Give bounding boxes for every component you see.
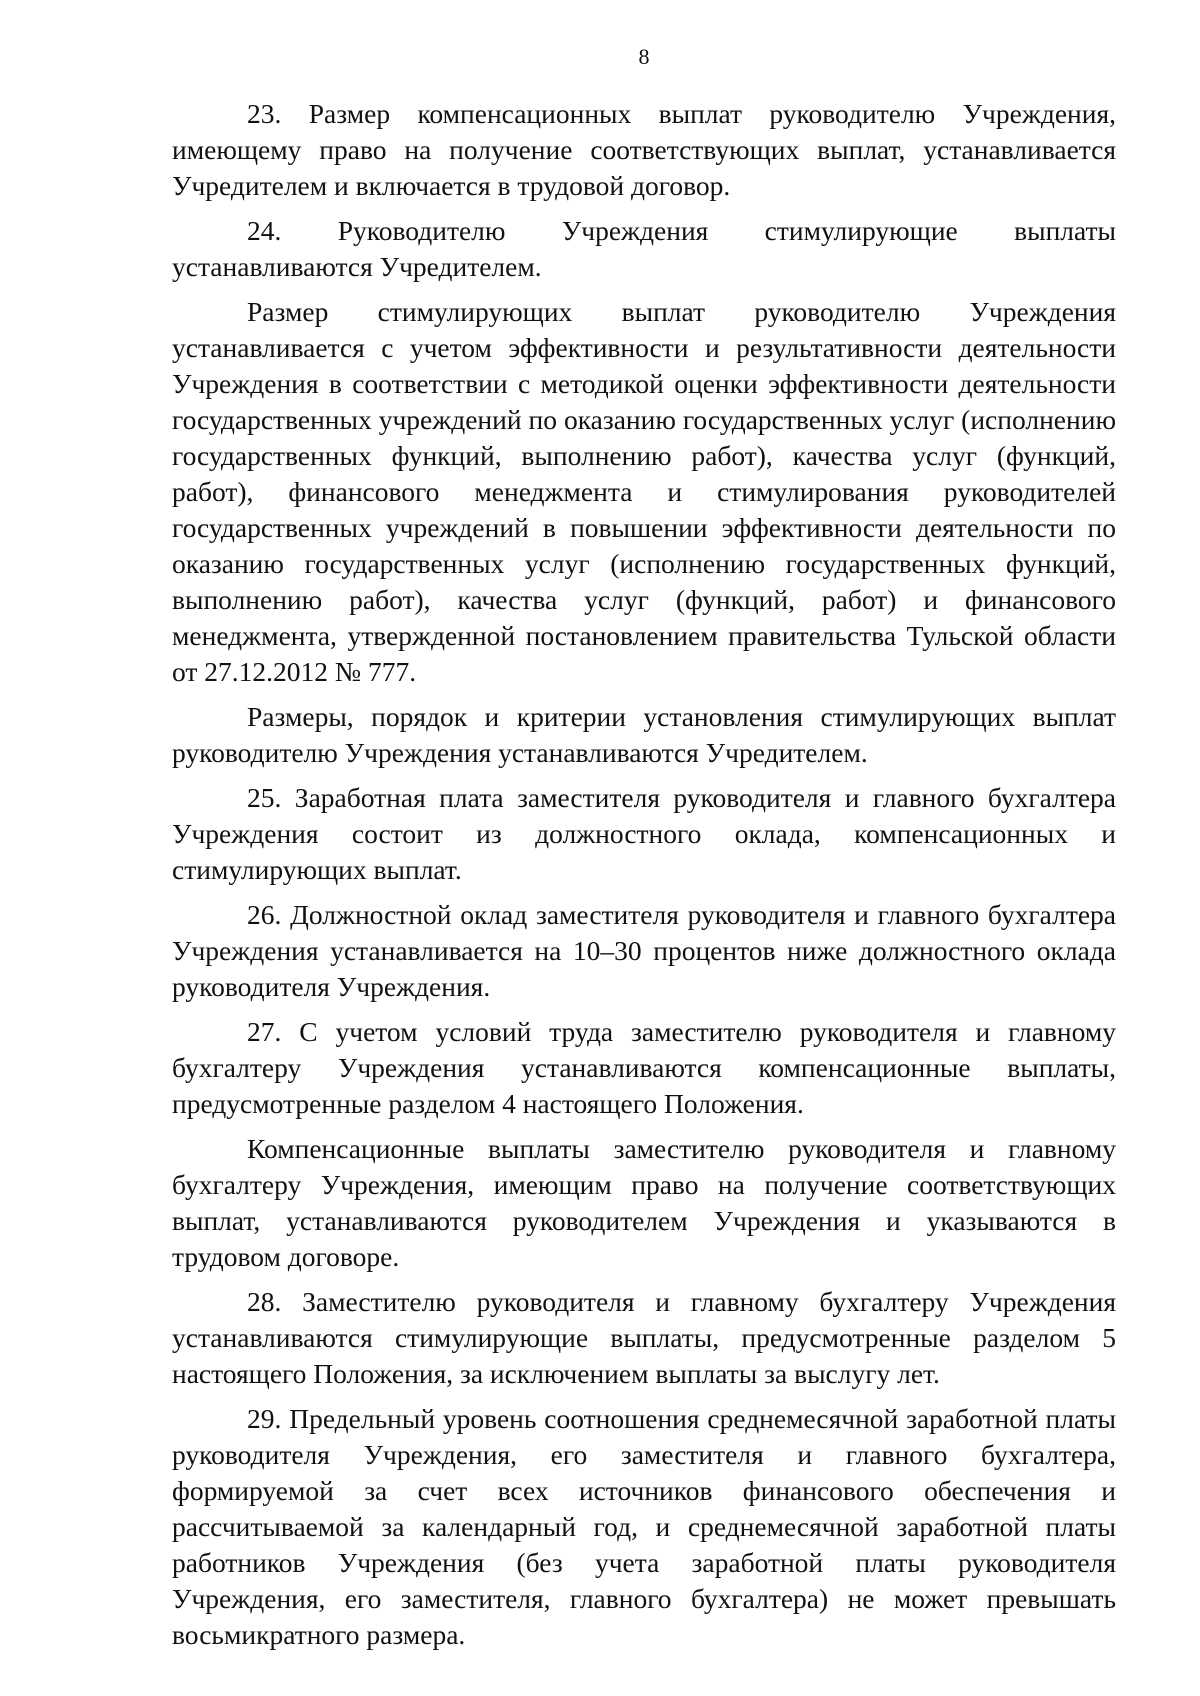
paragraph-24-stimulus-size: Размер стимулирующих выплат руководителю Учреждения устанавливается с учетом эффективности и результативности деятельности Учреждения в соответствии с методикой оценки эффективности деятельности государственных учреждений по оказанию государственных услуг (исполнению государственных функций, выполнению работ), качества услуг (функций, работ), финансового менеджмента и стимулирования руководителей государственных учреждений в повышении эффективности деятельности по оказанию государственных услуг (исполнению государственных функций, выполнению работ), качества услуг (функций, работ) и финансового менеджмента, утвержденной постановлением правительства Тульской области от 27.12.2012 № 777. <box>172 296 1116 687</box>
document-body <box>172 96 1116 1662</box>
page-number: 8 <box>638 44 650 69</box>
paragraph-23: 23. Размер компенсационных выплат руководителю Учреждения, имеющему право на получение соответствующих выплат, устанавливается Учредителем и включается в трудовой договор. <box>172 98 1116 201</box>
paragraph-28: 28. Заместителю руководителя и главному бухгалтеру Учреждения устанавливаются стимулирующие выплаты, предусмотренные разделом 5 настоящего Положения, за исключением выплаты за выслугу лет. <box>172 1286 1116 1389</box>
paragraph-27: 27. С учетом условий труда заместителю руководителя и главному бухгалтеру Учреждения устанавливаются компенсационные выплаты, предусмотренные разделом 4 настоящего Положения. <box>172 1016 1116 1119</box>
paragraph-25: 25. Заработная плата заместителя руководителя и главного бухгалтера Учреждения состоит из должностного оклада, компенсационных и стимулирующих выплат. <box>172 782 1116 885</box>
paragraph-24-criteria: Размеры, порядок и критерии установления стимулирующих выплат руководителю Учреждения устанавливаются Учредителем. <box>172 701 1116 768</box>
paragraph-27-compensation: Компенсационные выплаты заместителю руководителя и главному бухгалтеру Учреждения, имеющим право на получение соответствующих выплат, устанавливаются руководителем Учреждения и указываются в трудовом договоре. <box>172 1133 1116 1272</box>
paragraph-29: 29. Предельный уровень соотношения среднемесячной заработной платы руководителя Учреждения, его заместителя и главного бухгалтера, формируемой за счет всех источников финансового обеспечения и рассчитываемой за календарный год, и среднемесячной заработной платы работников Учреждения (без учета заработной платы руководителя Учреждения, его заместителя, главного бухгалтера) не может превышать восьмикратного размера. <box>172 1403 1116 1650</box>
paragraph-26: 26. Должностной оклад заместителя руководителя и главного бухгалтера Учреждения устанавливается на 10–30 процентов ниже должностного оклада руководителя Учреждения. <box>172 899 1116 1002</box>
paragraph-24: 24. Руководителю Учреждения стимулирующие выплаты устанавливаются Учредителем. <box>172 215 1116 282</box>
